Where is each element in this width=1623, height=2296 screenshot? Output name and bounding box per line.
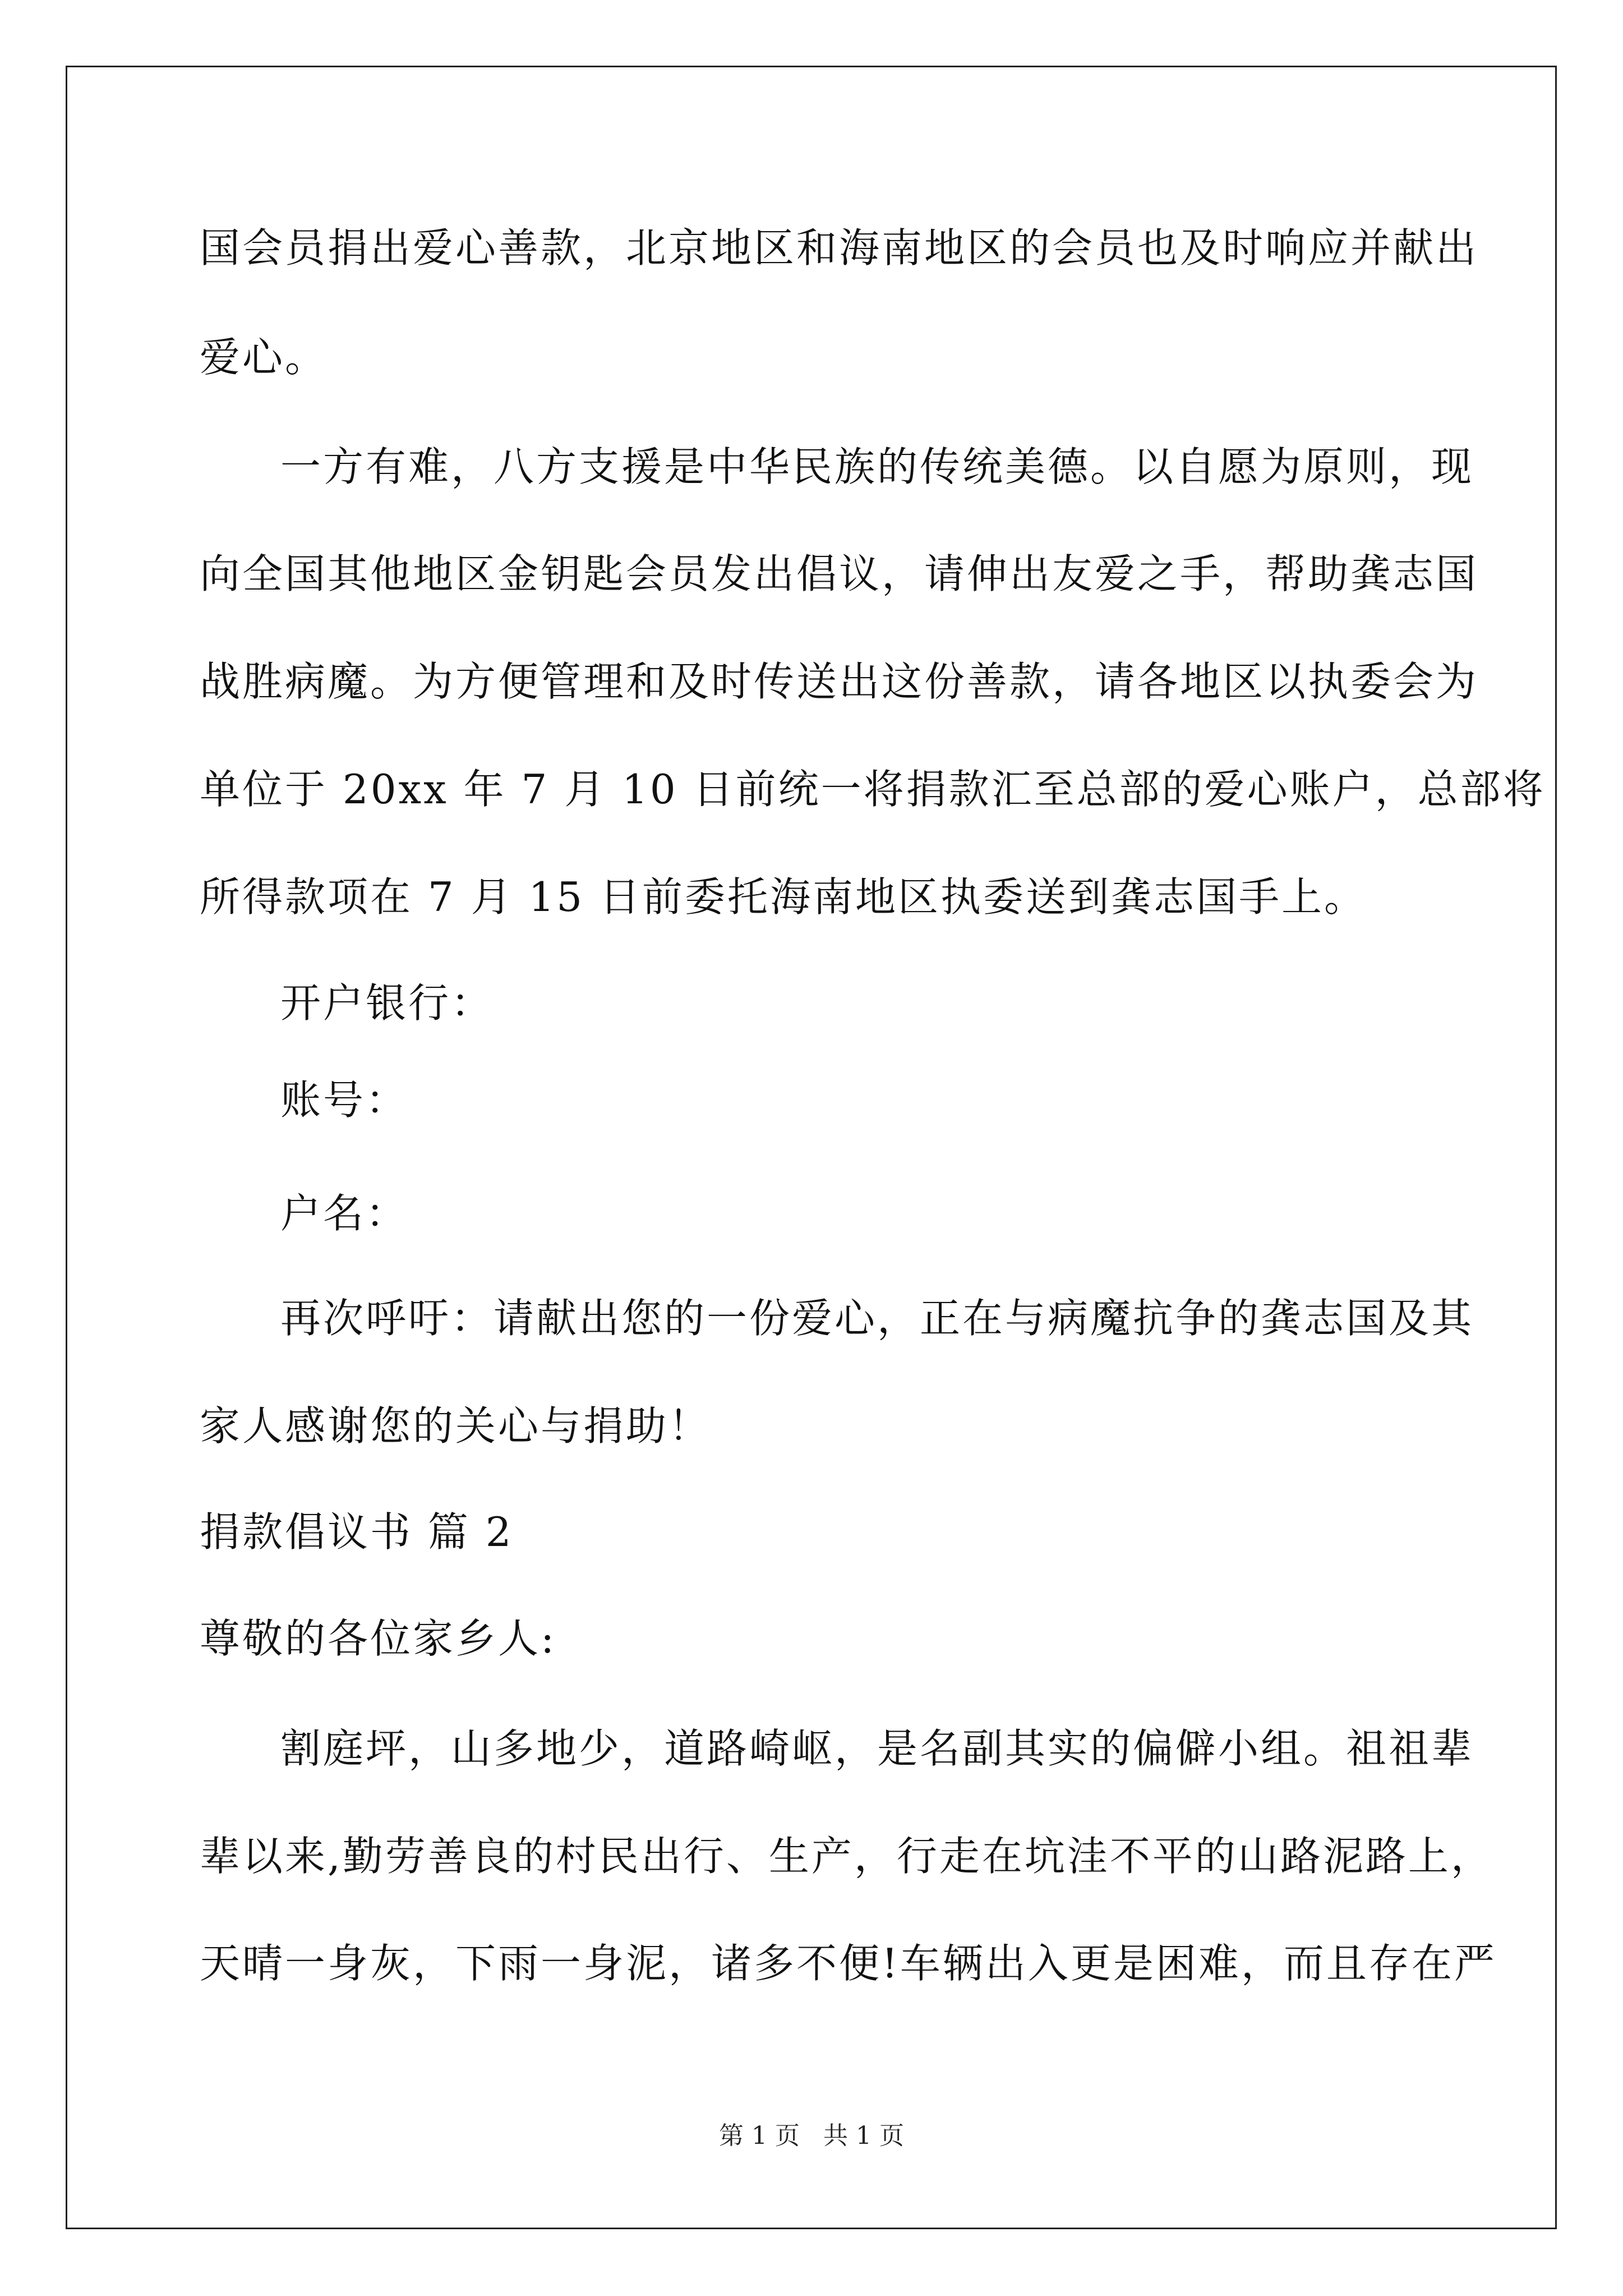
body-line-17: 天晴一身灰，下雨一身泥，诸多不便!车辆出入更是困难，而且存在严 xyxy=(200,1940,1497,1987)
body-line-15: 割庭坪，山多地少，道路崎岖，是名副其实的偏僻小组。祖祖辈 xyxy=(280,1725,1474,1772)
section-heading: 捐款倡议书 篇 2 xyxy=(200,1508,514,1556)
page-number: 第 1 页 xyxy=(719,2122,800,2150)
body-line-16: 辈以来,勤劳善良的村民出行、生产，行走在坑洼不平的山路泥路上， xyxy=(200,1833,1493,1880)
account-name-label: 户名： xyxy=(280,1190,409,1237)
page-border xyxy=(66,66,1557,2229)
page-footer xyxy=(0,2120,1623,2152)
body-line-4: 向全国其他地区金钥匙会员发出倡议，请伸出友爱之手，帮助龚志国 xyxy=(200,550,1479,597)
account-label: 账号： xyxy=(280,1076,409,1124)
body-line-6: 单位于 20xx 年 7 月 10 日前统一将捐款汇至总部的爱心账户，总部将 xyxy=(200,766,1546,813)
body-line-2: 爱心。 xyxy=(200,334,328,381)
body-line-11: 再次呼吁：请献出您的一份爱心，正在与病魔抗争的龚志国及其 xyxy=(280,1295,1474,1342)
salutation: 尊敬的各位家乡人: xyxy=(200,1615,557,1662)
page-total: 共 1 页 xyxy=(823,2122,904,2150)
body-line-5: 战胜病魔。为方便管理和及时传送出这份善款，请各地区以执委会为 xyxy=(200,658,1479,705)
bank-label: 开户银行： xyxy=(280,979,494,1027)
body-line-12: 家人感谢您的关心与捐助！ xyxy=(200,1402,712,1450)
body-line-3: 一方有难，八方支援是中华民族的传统美德。以自愿为原则，现 xyxy=(280,443,1474,490)
body-line-1: 国会员捐出爱心善款，北京地区和海南地区的会员也及时响应并献出 xyxy=(200,224,1479,272)
body-line-7: 所得款项在 7 月 15 日前委托海南地区执委送到龚志国手上。 xyxy=(200,873,1367,921)
